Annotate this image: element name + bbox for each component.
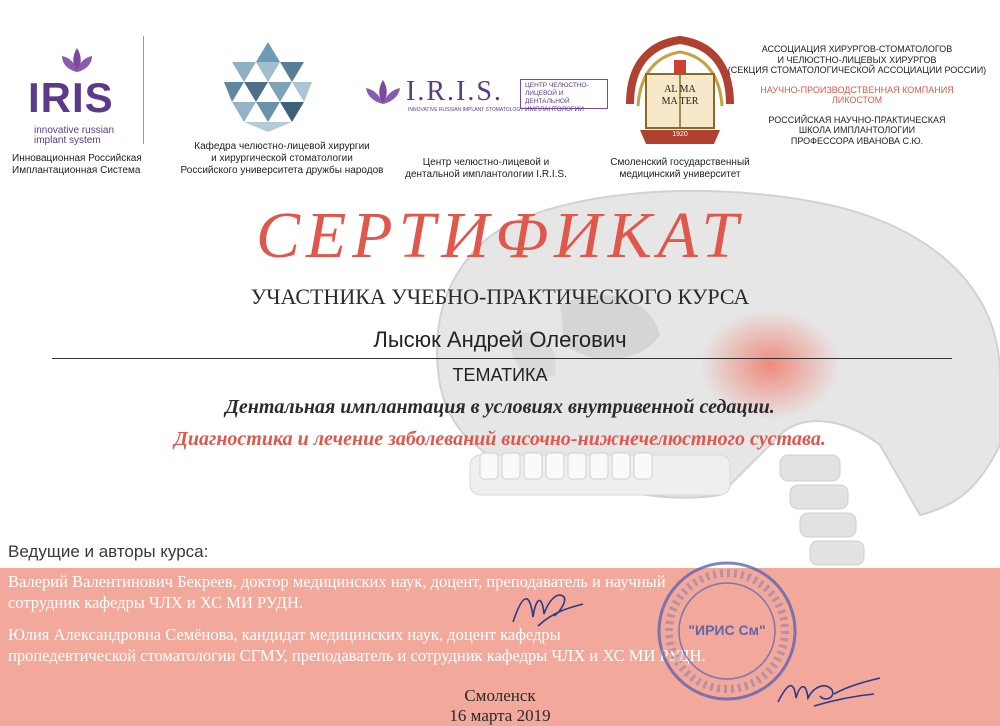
iris-center-caption-1: Центр челюстно-лицевой и bbox=[422, 157, 550, 168]
name-underline bbox=[52, 358, 952, 359]
iris-center-wordmark: I.R.I.S. bbox=[406, 76, 503, 107]
author-2-line-2: пропедевтической стоматологии СГМУ, преподаватель и сотрудник кафедры ЧЛХ и ХС МИ РУДН. bbox=[8, 646, 706, 665]
assoc-line-7: ШКОЛА ИМПЛАНТОЛОГИИ bbox=[798, 125, 916, 135]
topic-2: Диагностика и лечение заболеваний височно-нижнечелюстного сустава. bbox=[174, 428, 826, 450]
smolensk-caption-2: медицинский университет bbox=[619, 169, 741, 180]
rudn-geometric-logo bbox=[220, 38, 316, 134]
assoc-line-1: АССОЦИАЦИЯ ХИРУРГОВ-СТОМАТОЛОГОВ bbox=[761, 44, 953, 54]
assoc-line-3: (СЕКЦИЯ СТОМАТОЛОГИЧЕСКОЙ АССОЦИАЦИИ РОССИИ) bbox=[727, 65, 987, 75]
theme-label: ТЕМАТИКА bbox=[452, 365, 548, 385]
assoc-line-6: РОССИЙСКАЯ НАУЧНО-ПРАКТИЧЕСКАЯ bbox=[768, 114, 946, 125]
assoc-line-4: НАУЧНО-ПРОИЗВОДСТВЕННАЯ КОМПАНИЯ bbox=[760, 84, 954, 95]
iris-tagline bbox=[34, 126, 114, 146]
iris-tagline-2: implant system bbox=[34, 135, 101, 146]
lotus-icon bbox=[52, 46, 102, 76]
associations-block bbox=[722, 44, 992, 146]
smolensk-caption-1: Смоленский государственный bbox=[610, 157, 750, 168]
author-1-line-2: сотрудник кафедры ЧЛХ и ХС МИ РУДН. bbox=[8, 593, 304, 612]
divider-line bbox=[143, 36, 144, 144]
participant-name: Лысюк Андрей Олегович bbox=[373, 327, 627, 352]
topic-1: Дентальная имплантация в условиях внутривенной седации. bbox=[225, 396, 775, 418]
iris-wordmark: IRIS bbox=[28, 74, 114, 121]
date: 16 марта 2019 bbox=[449, 706, 551, 725]
emblem-year: 1920 bbox=[672, 131, 688, 138]
rudn-caption-3: Российского университета дружбы народов bbox=[180, 165, 384, 176]
author-1-line-1: Валерий Валентинович Бекреев, доктор медицинских наук, доцент, преподаватель и научный bbox=[8, 572, 666, 591]
iris-center-box-1: ЦЕНТР ЧЕЛЮСТНО- bbox=[525, 82, 589, 89]
iris-center-box-3: ИМПЛАНТОЛОГИИ bbox=[525, 106, 584, 113]
iris-center-box-2: ЛИЦЕВОЙ И ДЕНТАЛЬНОЙ bbox=[525, 90, 570, 105]
iris-logo bbox=[28, 46, 138, 146]
assoc-line-8: ПРОФЕССОРА ИВАНОВА С.Ю. bbox=[790, 135, 924, 146]
emblem-text-2: MA TER bbox=[661, 96, 699, 107]
rudn-caption-1: Кафедра челюстно-лицевой хирургии bbox=[194, 141, 370, 152]
author-2-line-1: Юлия Александровна Семёнова, кандидат медицинских наук, доцент кафедры bbox=[8, 625, 561, 644]
stamp-text: "ИРИС См" bbox=[688, 622, 766, 638]
certificate-title: СЕРТИФИКАТ bbox=[255, 199, 745, 272]
assoc-line-5: ЛИКОСТОМ bbox=[831, 95, 883, 105]
emblem-text-1: AL MA bbox=[664, 84, 696, 95]
iris-center-small-tag: INNOVATIVE RUSSIAN IMPLANT STOMATOLOGY bbox=[408, 107, 524, 113]
iris-center-caption bbox=[396, 157, 576, 181]
rudn-caption-2: и хирургической стоматологии bbox=[211, 153, 353, 164]
iris-tagline-1: innovative russian bbox=[34, 125, 115, 136]
rudn-caption bbox=[172, 141, 392, 177]
emblem-text bbox=[652, 84, 708, 108]
author-2 bbox=[8, 624, 968, 666]
smolensk-caption bbox=[600, 157, 760, 181]
iris-caption-1: Инновационная Российская bbox=[12, 153, 142, 164]
assoc-line-2: И ЧЕЛЮСТНО-ЛИЦЕВЫХ ХИРУРГОВ bbox=[777, 54, 937, 65]
iris-center-box bbox=[520, 79, 608, 113]
signature-1 bbox=[508, 582, 588, 634]
city: Смоленск bbox=[464, 686, 536, 705]
iris-center-lotus-icon bbox=[360, 78, 406, 108]
certificate-subtitle: УЧАСТНИКА УЧЕБНО-ПРАКТИЧЕСКОГО КУРСА bbox=[250, 284, 750, 309]
iris-caption-2: Имплантационная Система bbox=[12, 165, 141, 176]
author-1 bbox=[8, 571, 968, 613]
iris-caption bbox=[12, 153, 162, 177]
authors-label: Ведущие и авторы курса: bbox=[8, 542, 209, 561]
iris-center-caption-2: дентальной имплантологии I.R.I.S. bbox=[405, 169, 567, 180]
